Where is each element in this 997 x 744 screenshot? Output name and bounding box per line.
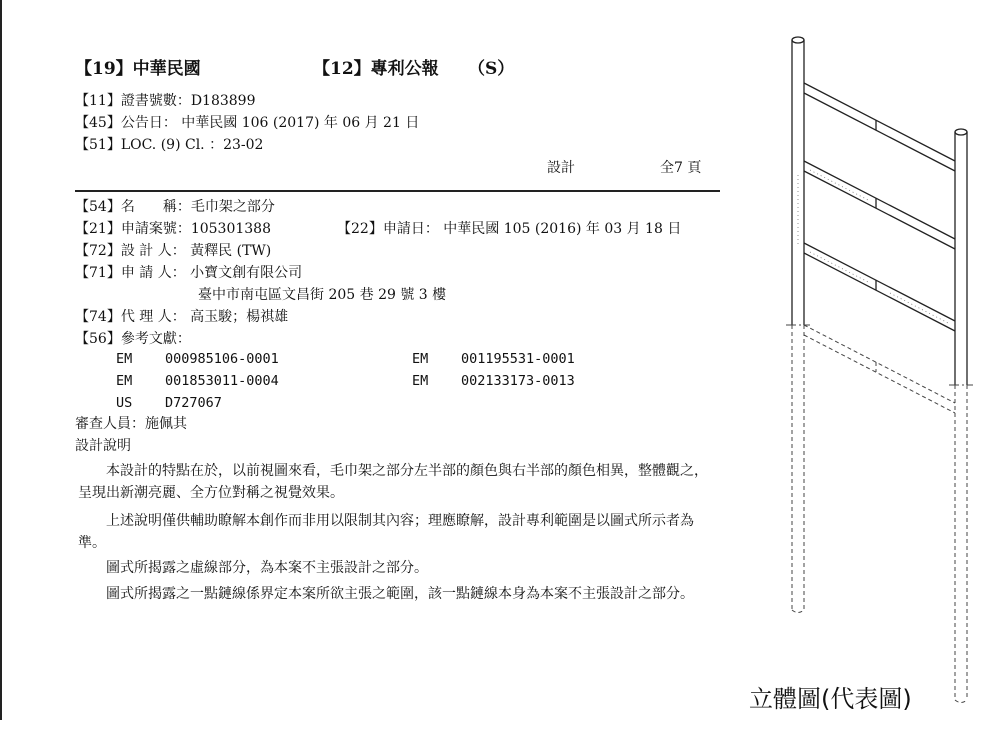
unclaimed-dashed-portion [792, 325, 967, 703]
reference-number: D727067 [165, 395, 222, 411]
country-heading: 【19】中華民國 [75, 59, 201, 79]
application-date: 【22】申請日： 中華民國 105 (2016) 年 03 月 18 日 [337, 221, 682, 237]
description-paragraph: 圖式所揭露之虛線部分，為本案不主張設計之部分。 [106, 560, 428, 576]
page-left-border [0, 0, 2, 720]
kind-code: （S） [468, 59, 515, 79]
description-paragraph: 圖式所揭露之一點鏈線係界定本案所欲主張之範圍，該一點鏈線本身為本案不主張設計之部分。 [106, 586, 694, 602]
description-heading: 設計說明 [75, 438, 131, 454]
reference-office: EM [116, 351, 133, 367]
towel-rack-drawing [770, 25, 985, 715]
figure-caption: 立體圖(代表圖) [749, 685, 912, 713]
reference-office: US [116, 395, 133, 411]
application-number: 【21】申請案號：105301388 [75, 221, 271, 237]
rung-2 [804, 161, 955, 249]
texture-marks [798, 170, 950, 324]
left-post [792, 37, 804, 325]
design-title: 【54】名 稱：毛巾架之部分 [75, 199, 275, 215]
loc-classification: 【51】LOC. (9) Cl. ：23-02 [75, 137, 264, 153]
reference-number: 001195531-0001 [461, 351, 575, 367]
reference-number: 002133173-0013 [461, 373, 575, 389]
reference-office: EM [412, 351, 429, 367]
publication-date: 【45】公告日： 中華民國 106 (2017) 年 06 月 21 日 [75, 115, 420, 131]
examiner: 審查人員：施佩其 [75, 416, 187, 432]
right-post [955, 129, 967, 385]
applicant: 【71】申 請 人： 小寶文創有限公司 [75, 265, 303, 281]
rung-1 [804, 83, 955, 171]
designer: 【72】設 計 人： 黃釋民 (TW) [75, 243, 272, 259]
header-divider [75, 190, 720, 192]
agent: 【74】代 理 人： 高玉駿；楊祺雄 [75, 309, 289, 325]
doc-type-heading: 【12】專利公報 [313, 59, 439, 79]
category-label: 設計 [547, 160, 575, 176]
description-paragraph: 本設計的特點在於，以前視圖來看，毛巾架之部分左半部的顏色與右半部的顏色相異，整體觀之，呈現出新潮亮麗、全方位對稱之視覺效果。 [78, 463, 708, 501]
reference-number: 001853011-0004 [165, 373, 279, 389]
reference-number: 000985106-0001 [165, 351, 279, 367]
claim-boundary-chain-line [786, 325, 973, 385]
applicant-address: 臺中市南屯區文昌街 205 巷 29 號 3 樓 [198, 287, 447, 303]
reference-office: EM [116, 373, 133, 389]
certificate-number: 【11】證書號數：D183899 [75, 93, 256, 109]
reference-office: EM [412, 373, 429, 389]
references-label: 【56】參考文獻： [75, 331, 191, 347]
page-count: 全7 頁 [660, 160, 702, 176]
description-paragraph: 上述說明僅供輔助瞭解本創作而非用以限制其內容；理應瞭解，設計專利範圍是以圖式所示者為準。 [78, 513, 694, 551]
rung-3 [804, 243, 955, 331]
